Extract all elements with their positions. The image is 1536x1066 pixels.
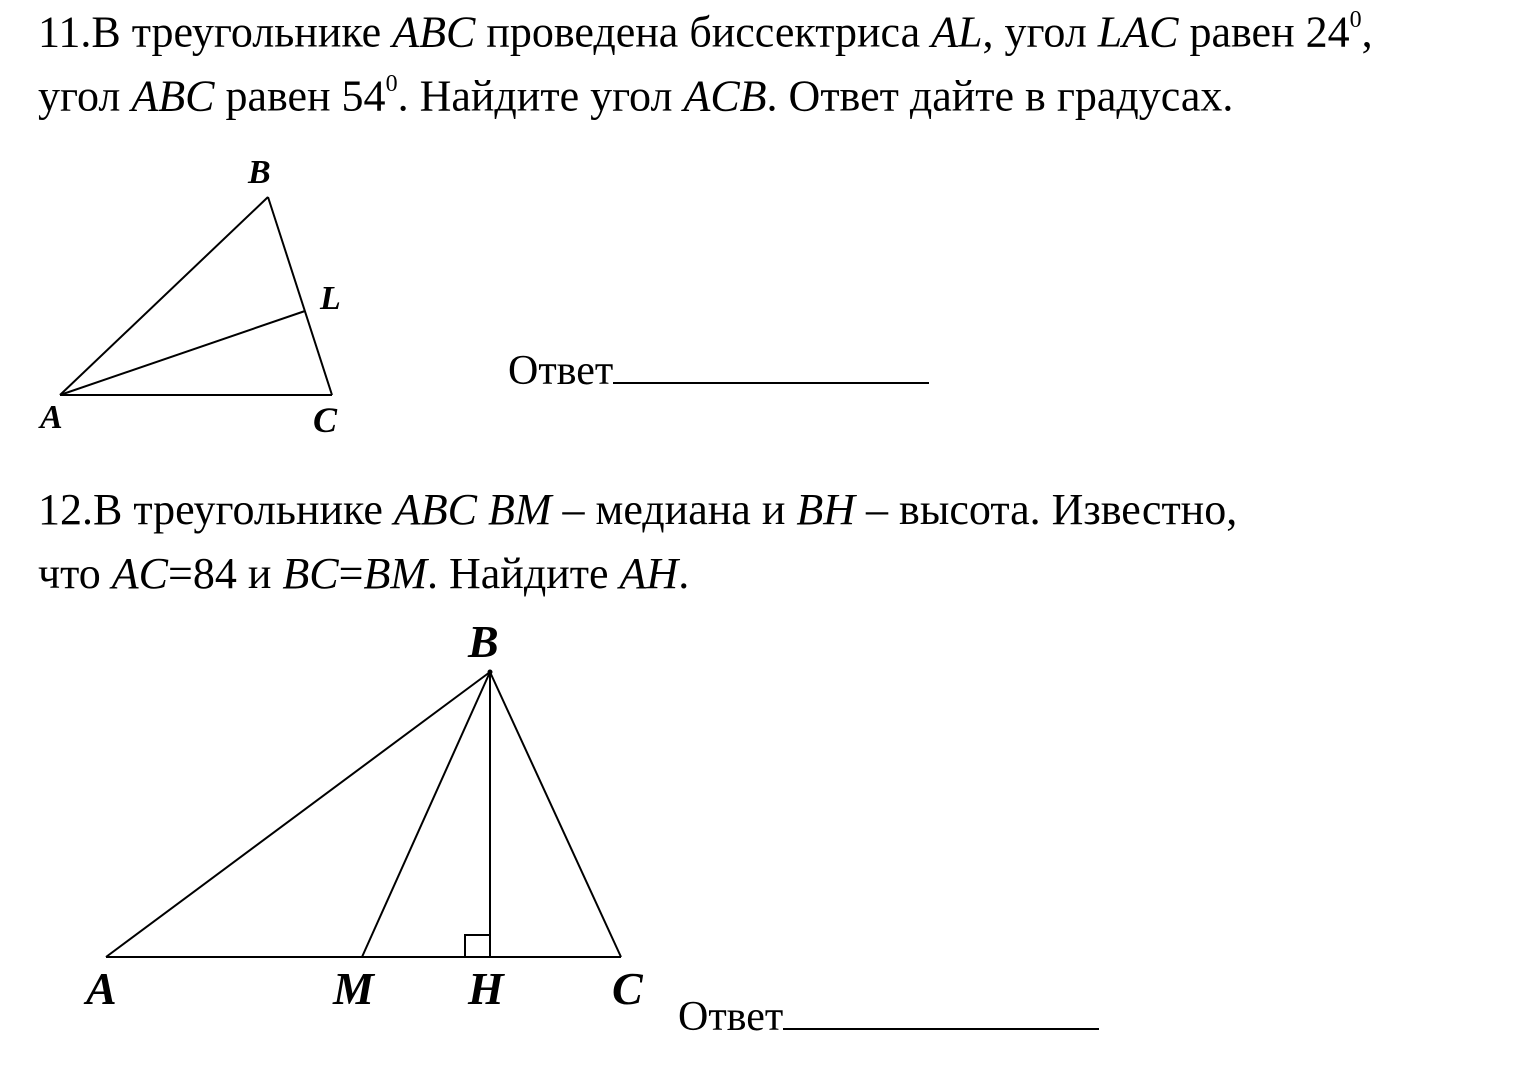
text: равен 54 <box>214 71 386 121</box>
bisector-al <box>60 311 305 395</box>
side-ab <box>106 672 490 957</box>
vertex-label-a: A <box>40 399 63 436</box>
vertex-label-a: A <box>86 963 117 1014</box>
side-ab <box>60 197 268 395</box>
segment-name: AC <box>111 549 169 598</box>
triangle-abc-11 <box>60 197 332 395</box>
vertex-point-b <box>488 670 493 675</box>
vertex-label-m: M <box>333 963 374 1014</box>
text: – высота. Известно, <box>855 485 1238 534</box>
right-angle-mark <box>465 935 490 957</box>
triangle-name: ABC <box>392 7 476 57</box>
degree-mark: 0 <box>385 71 398 97</box>
angle-name: ACB <box>683 71 767 121</box>
answer-label: Ответ <box>678 994 784 1040</box>
side-bc <box>490 672 621 957</box>
text: равен 24 <box>1178 7 1350 57</box>
segment-name: BH <box>796 485 856 534</box>
problem-12-line-1 <box>38 484 1237 536</box>
vertex-label-b: B <box>468 616 499 667</box>
text: =84 и <box>168 549 283 598</box>
answer-12 <box>678 988 1099 1041</box>
vertex-label-b: B <box>248 154 271 191</box>
angle-name: ABC <box>131 71 215 121</box>
text: . Найдите <box>426 549 620 598</box>
angle-name: LAC <box>1097 7 1179 57</box>
answer-label: Ответ <box>508 348 614 394</box>
text: . Найдите угол <box>397 71 684 121</box>
vertex-label-c: C <box>313 400 338 440</box>
vertex-label-h: H <box>468 963 504 1014</box>
degree-mark: 0 <box>1349 7 1362 33</box>
answer-blank[interactable] <box>613 342 929 384</box>
text: 12.В треугольнике <box>38 485 394 534</box>
segment-name: BC <box>282 549 339 598</box>
answer-11 <box>508 342 929 395</box>
text: – медиана и <box>551 485 797 534</box>
segment-name: AH <box>619 549 679 598</box>
problem-12-line-2 <box>38 548 689 600</box>
triangle-and-median-name: ABC BM <box>393 485 552 534</box>
vertex-label-l: L <box>320 280 341 317</box>
segment-name: BM <box>363 549 427 598</box>
text: , <box>1361 7 1373 57</box>
median-bm <box>362 672 490 957</box>
text: , угол <box>982 7 1098 57</box>
text: . Ответ дайте в градусах. <box>766 71 1234 121</box>
triangle-abc-12 <box>106 672 621 957</box>
text: . <box>678 549 690 598</box>
vertex-label-c: C <box>612 963 643 1014</box>
text: проведена биссектриса <box>475 7 932 57</box>
text: угол <box>38 71 132 121</box>
text: = <box>338 549 364 598</box>
segment-name: AL <box>931 7 983 57</box>
answer-blank[interactable] <box>783 988 1099 1030</box>
text: 11.В треугольнике <box>38 7 393 57</box>
text: что <box>38 549 112 598</box>
